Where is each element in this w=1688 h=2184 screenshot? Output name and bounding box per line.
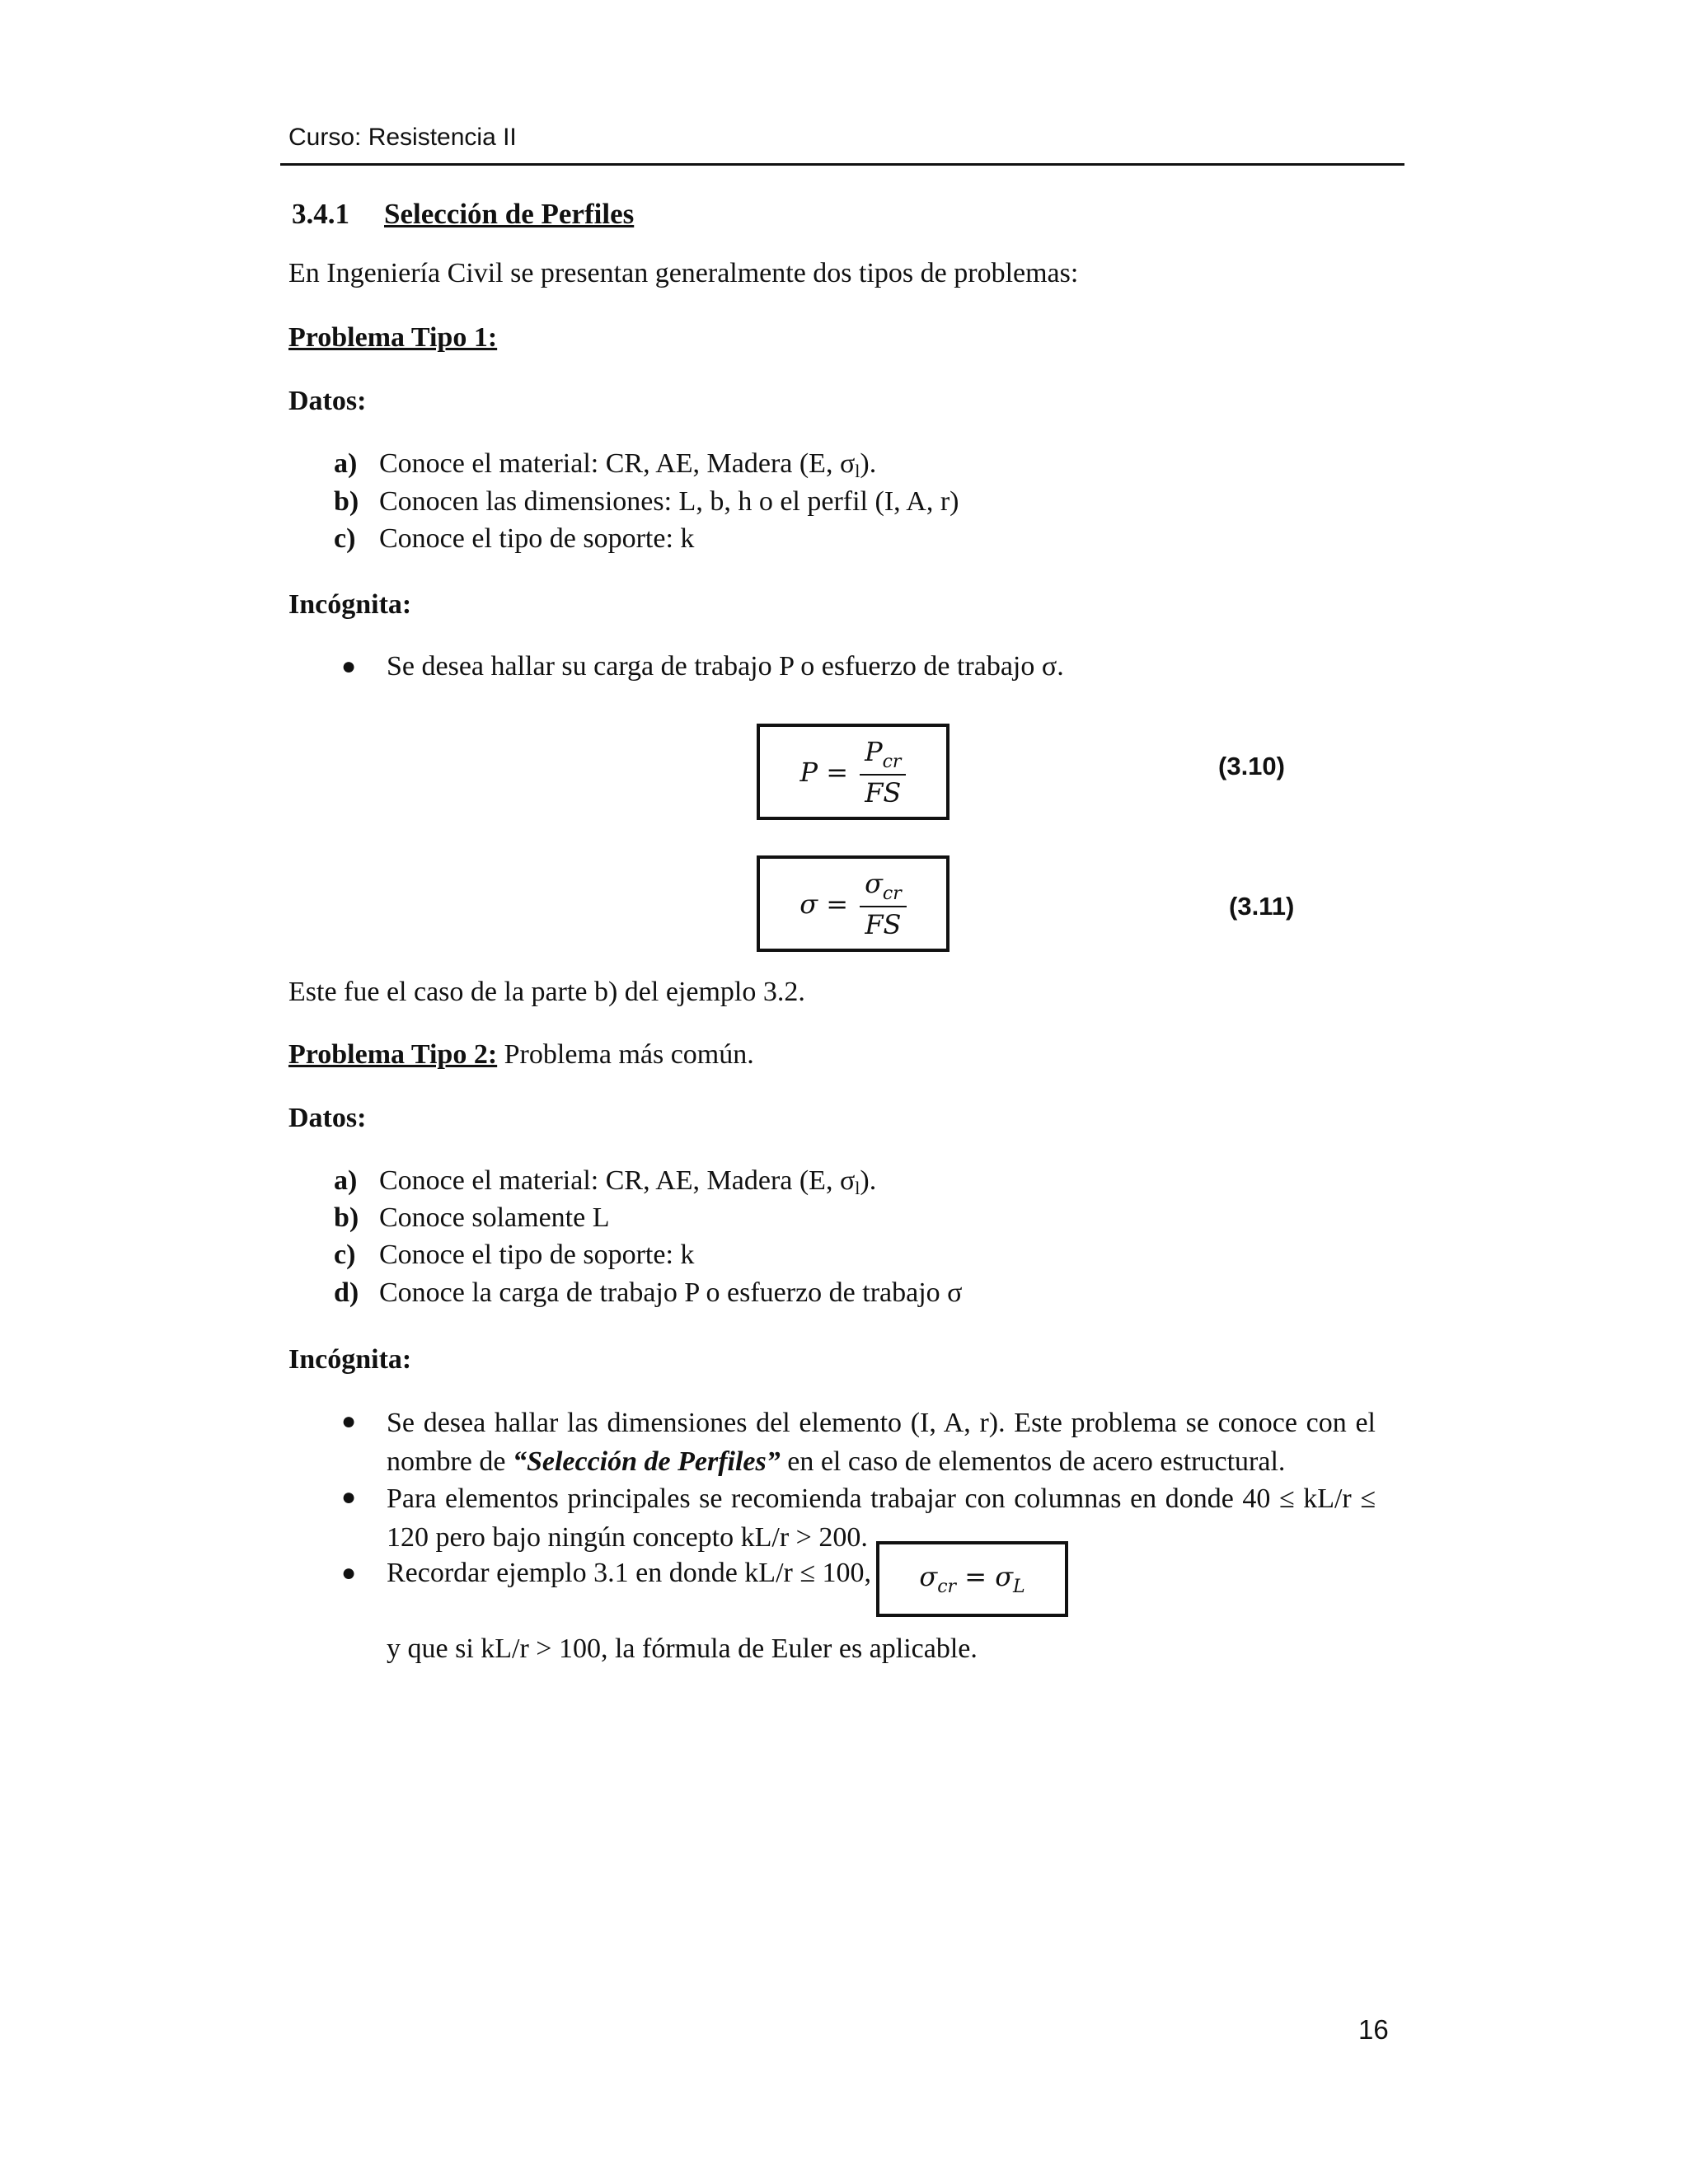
problem2-bullet1-text: Se desea hallar las dimensiones del elemento (I, A, r). Este problema se conoce con el nombre de “Selección de Perfiles” en el caso de elementos de acero estructural.: [387, 1408, 1376, 1477]
equation-3-10-lhs: P =: [799, 756, 849, 788]
problem2-heading-rest: Problema más común.: [497, 1039, 754, 1070]
problem2-item-c-text: Conoce el tipo de soporte: k: [379, 1240, 695, 1270]
bullet-icon: ●: [341, 653, 357, 680]
problem1-item-b-label: b): [334, 486, 359, 517]
problem1-incognita-text: Se desea hallar su carga de trabajo P o esfuerzo de trabajo σ.: [387, 651, 1064, 682]
problem1-item-c-text: Conoce el tipo de soporte: k: [379, 523, 695, 554]
problem1-item-a-label: a): [334, 448, 358, 479]
equation-3-11-fraction: $\frac{\sigma_{cr}}{FS}$: [860, 868, 907, 940]
problem1-datos-label: Datos:: [288, 386, 367, 416]
problem2-item-a-label: a): [334, 1165, 358, 1196]
equation-sigma-cr-box: [876, 1541, 1068, 1617]
problem2-datos-label: Datos:: [288, 1103, 367, 1133]
problem2-heading-line: [288, 1037, 754, 1073]
problem2-item-b-label: b): [334, 1202, 359, 1233]
section-title: Selección de Perfiles: [384, 198, 635, 230]
problem2-bullet3-continuation: y que si kL/r > 100, la fórmula de Euler es aplicable.: [387, 1633, 978, 1664]
equation-3-11-box: [757, 855, 950, 952]
problem2-heading: Problema Tipo 2:: [288, 1039, 498, 1070]
case-note: Este fue el caso de la parte b) del ejemplo 3.2.: [288, 977, 805, 1007]
course-header: Curso: Resistencia II: [288, 124, 517, 151]
problem1-item-a-text: Conoce el material: CR, AE, Madera (E, σl).: [379, 448, 877, 481]
equation-3-11-number: (3.11): [1229, 892, 1295, 921]
equation-3-10-number: (3.10): [1218, 752, 1285, 780]
problem1-incognita-label: Incógnita:: [288, 589, 412, 620]
problem1-item-c-label: c): [334, 523, 356, 554]
problem1-item-b-text: Conocen las dimensiones: L, b, h o el perfil (I, A, r): [379, 486, 959, 517]
problem2-bullet3-text: Recordar ejemplo 3.1 en donde kL/r ≤ 100,: [387, 1558, 871, 1588]
problem2-item-d-text: Conoce la carga de trabajo P o esfuerzo de trabajo σ: [379, 1277, 963, 1308]
equation-3-11-lhs: σ =: [799, 888, 849, 920]
equation-sigma-cr: $\sigma_{cr} = \sigma_L$: [919, 1561, 1025, 1597]
bullet-icon: ●: [341, 1408, 357, 1435]
problem2-item-c-label: c): [334, 1240, 356, 1270]
section-number: 3.4.1: [292, 198, 349, 230]
problem1-heading: Problema Tipo 1:: [288, 322, 498, 353]
header-rule: [280, 163, 1404, 166]
problem2-item-d-label: d): [334, 1277, 359, 1308]
problem2-bullet2-text: Para elementos principales se recomienda trabajar con columnas en donde 40 ≤ kL/r ≤ 120 pero bajo ningún concepto kL/r > 200.: [387, 1483, 1376, 1553]
bullet-icon: ●: [341, 1483, 357, 1511]
problem2-item-a-text: Conoce el material: CR, AE, Madera (E, σl).: [379, 1165, 877, 1198]
page-number: 16: [1358, 2014, 1389, 2045]
problem2-incognita-label: Incógnita:: [288, 1344, 412, 1375]
bullet-icon: ●: [341, 1559, 357, 1586]
equation-3-10-box: [757, 724, 950, 820]
intro-text: En Ingeniería Civil se presentan generalmente dos tipos de problemas:: [288, 258, 1079, 288]
problem2-item-b-text: Conoce solamente L: [379, 1202, 610, 1233]
equation-3-10-fraction: $\frac{P_{cr}}{FS}$: [860, 736, 906, 808]
